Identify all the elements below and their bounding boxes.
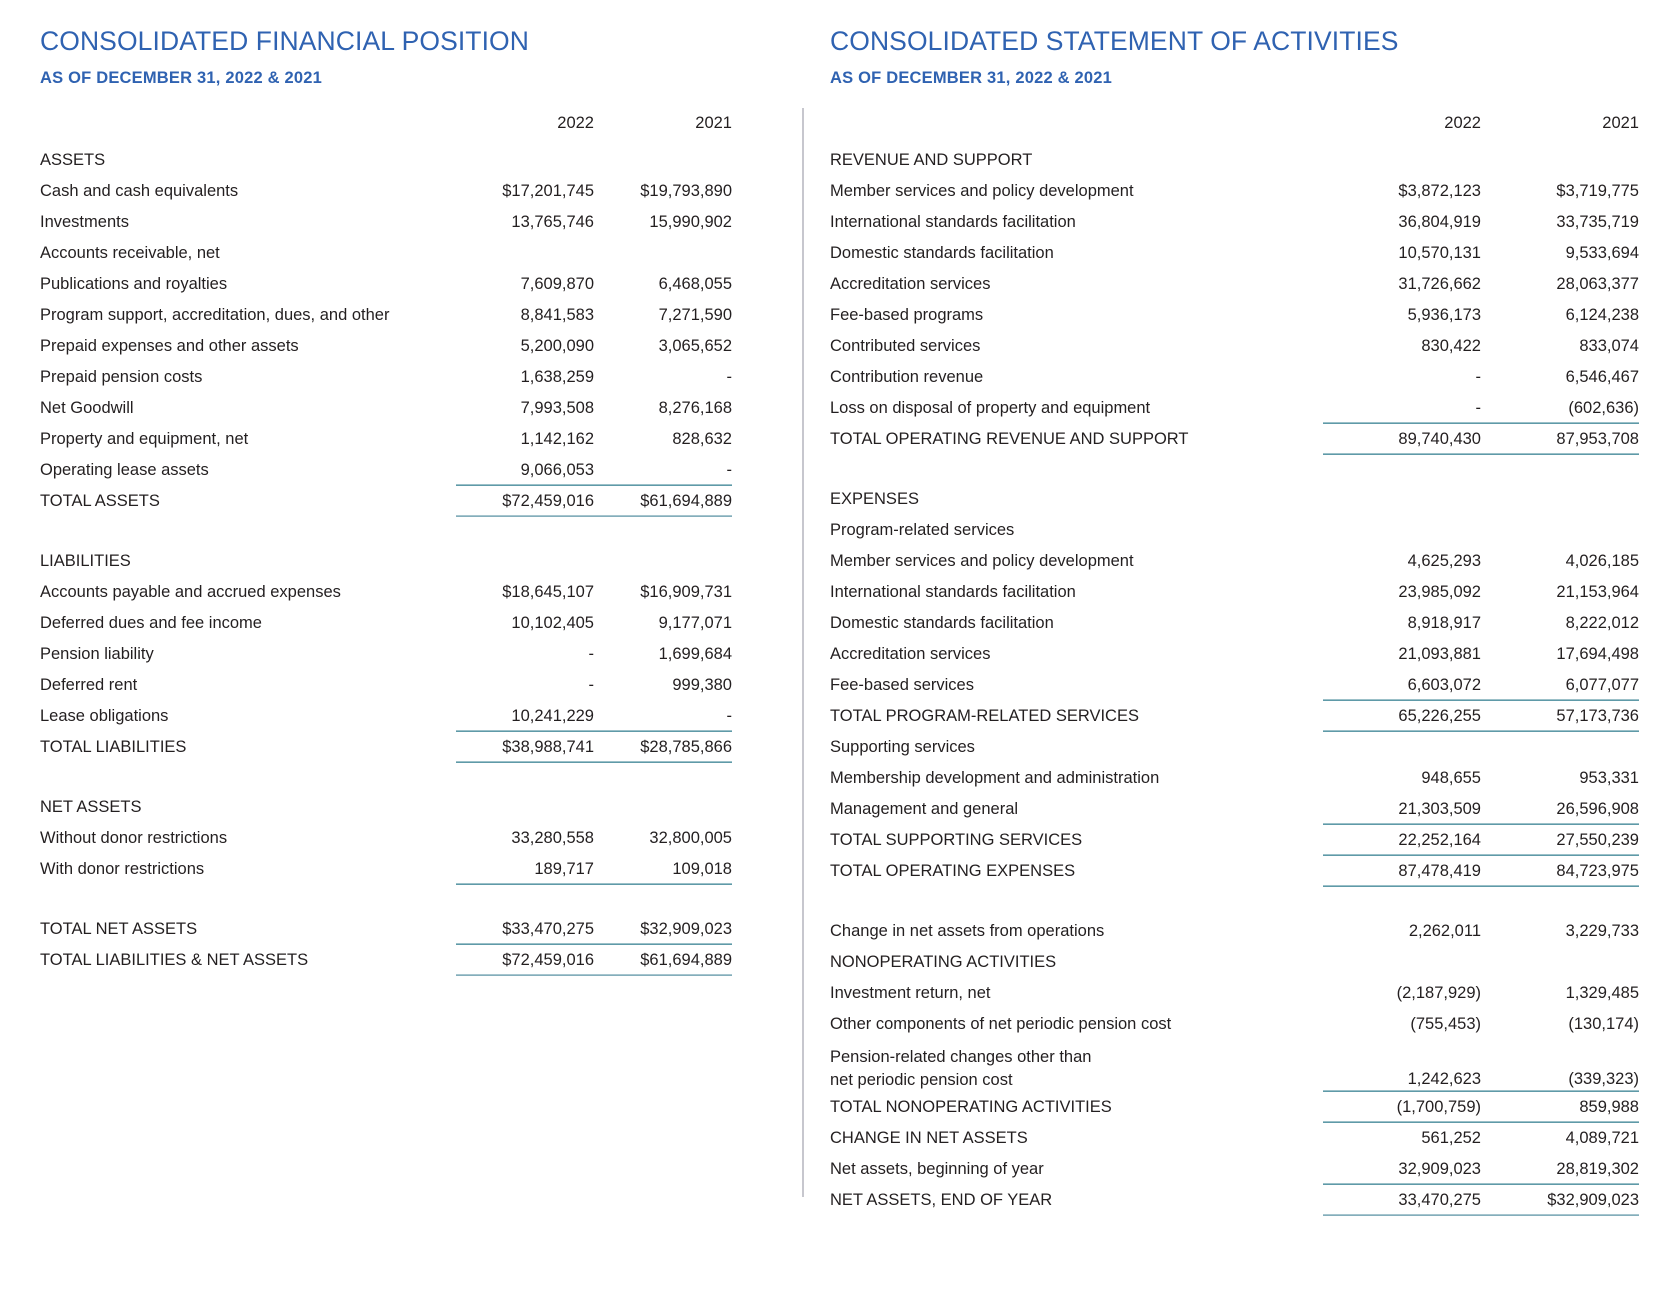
row-label: TOTAL OPERATING REVENUE AND SUPPORT: [830, 430, 1189, 448]
row-value-2022: 4,625,293: [1407, 552, 1481, 570]
row-value-2022: 87,478,419: [1323, 856, 1481, 887]
row-value-2022: 1,142,162: [520, 430, 594, 448]
table-row: [40, 854, 732, 885]
row-value-2021: 3,065,652: [658, 337, 732, 355]
row-value-2021: 3,229,733: [1565, 922, 1639, 940]
row-value-2021: [594, 238, 732, 269]
spacer-row: [830, 887, 1639, 916]
row-value-2022: [1323, 145, 1481, 176]
total-row: [40, 486, 732, 517]
row-value-2022: $18,645,107: [502, 583, 594, 601]
row-value-2022: [1323, 947, 1481, 978]
row-label: Change in net assets from operations: [830, 922, 1105, 940]
row-value-2021: $32,909,023: [1481, 1185, 1639, 1216]
row-value-2021: [1481, 515, 1639, 546]
row-label: Domestic standards facilitation: [830, 614, 1054, 632]
table-row: [40, 424, 732, 455]
row-value-2022: [456, 792, 594, 823]
table-row: [830, 639, 1639, 670]
total-row: [830, 1123, 1639, 1154]
row-value-2022: $72,459,016: [456, 945, 594, 976]
statement-of-activities-table: [830, 108, 1639, 1216]
row-value-2021: 28,063,377: [1556, 275, 1639, 293]
left-statement-subtitle: AS OF DECEMBER 31, 2022 & 2021: [40, 69, 323, 87]
row-label: Fee-based services: [830, 676, 974, 694]
table-row: [830, 331, 1639, 362]
row-value-2021: 87,953,708: [1481, 424, 1639, 455]
row-value-2021: 4,089,721: [1565, 1129, 1639, 1147]
table-row: [40, 362, 732, 393]
row-value-2021: 8,276,168: [658, 399, 732, 417]
row-value-2021: 27,550,239: [1481, 825, 1639, 856]
spacer-row: [830, 455, 1639, 484]
row-label: EXPENSES: [830, 490, 919, 508]
row-label: Operating lease assets: [40, 461, 209, 479]
row-value-2022: 8,918,917: [1407, 614, 1481, 632]
row-value-2021: (130,174): [1568, 1015, 1639, 1033]
row-value-2021: (339,323): [1481, 1040, 1639, 1092]
row-value-2022: [456, 238, 594, 269]
table-row: [830, 1040, 1639, 1092]
table-row: [830, 577, 1639, 608]
row-label: [830, 1040, 1323, 1092]
row-value-2021: 8,222,012: [1565, 614, 1639, 632]
row-label: TOTAL ASSETS: [40, 492, 160, 510]
spacer-cell: [40, 763, 732, 792]
table-row: [830, 608, 1639, 639]
row-label: Publications and royalties: [40, 275, 228, 293]
row-value-2021: $28,785,866: [594, 732, 732, 763]
row-label: TOTAL PROGRAM-RELATED SERVICES: [830, 707, 1139, 725]
row-value-2022: 7,993,508: [520, 399, 594, 417]
row-value-2022: 31,726,662: [1398, 275, 1481, 293]
table-row: [830, 393, 1639, 424]
row-value-2022: 13,765,746: [511, 213, 594, 231]
row-value-2022: (1,700,759): [1323, 1092, 1481, 1123]
row-value-2021: 833,074: [1579, 337, 1639, 355]
row-value-2022: 23,985,092: [1398, 583, 1481, 601]
total-row: [830, 1092, 1639, 1123]
row-value-2021: [1481, 947, 1639, 978]
row-label: NET ASSETS: [40, 798, 142, 816]
row-value-2021: 953,331: [1579, 769, 1639, 787]
table-row: [830, 176, 1639, 207]
row-label: International standards facilitation: [830, 213, 1076, 231]
financial-position-table: [40, 108, 732, 976]
row-value-2021: $19,793,890: [640, 182, 732, 200]
row-label: Net assets, beginning of year: [830, 1160, 1044, 1178]
row-value-2021: 32,800,005: [649, 829, 732, 847]
row-value-2022: 21,093,881: [1398, 645, 1481, 663]
row-label: TOTAL OPERATING EXPENSES: [830, 862, 1076, 880]
table-row: [40, 331, 732, 362]
row-label: Property and equipment, net: [40, 430, 249, 448]
statement-of-activities-table-body: [830, 108, 1639, 1216]
row-value-2022: 32,909,023: [1323, 1154, 1481, 1185]
row-value-2022: (755,453): [1410, 1015, 1481, 1033]
total-row: [830, 856, 1639, 887]
row-label: Contributed services: [830, 337, 981, 355]
row-value-2022: 561,252: [1421, 1129, 1481, 1147]
row-label: TOTAL LIABILITIES & NET ASSETS: [40, 951, 309, 969]
row-value-2021: [1481, 732, 1639, 763]
row-value-2021: [594, 546, 732, 577]
row-label: Deferred dues and fee income: [40, 614, 262, 632]
row-value-2022: [1323, 515, 1481, 546]
spacer-cell: [830, 887, 1639, 916]
row-label: NONOPERATING ACTIVITIES: [830, 953, 1057, 971]
row-value-2022: (2,187,929): [1396, 984, 1481, 1002]
row-value-2021: 6,077,077: [1481, 670, 1639, 701]
table-row: [40, 238, 732, 269]
row-value-2022: $33,470,275: [456, 914, 594, 945]
row-value-2022: 1,638,259: [520, 368, 594, 386]
row-label: Member services and policy development: [830, 182, 1134, 200]
table-row: [830, 300, 1639, 331]
table-row: [830, 1009, 1639, 1040]
row-value-2021: -: [594, 701, 732, 732]
row-value-2021: 859,988: [1481, 1092, 1639, 1123]
row-value-2022: 5,936,173: [1407, 306, 1481, 324]
row-value-2022: -: [1475, 368, 1481, 386]
row-value-2022: $17,201,745: [502, 182, 594, 200]
row-label: Membership development and administration: [830, 769, 1160, 787]
row-value-2022: [456, 145, 594, 176]
row-value-2021: $3,719,775: [1556, 182, 1639, 200]
total-row: [40, 945, 732, 976]
table-row: [40, 670, 732, 701]
row-value-2021: 57,173,736: [1481, 701, 1639, 732]
row-value-2022: 22,252,164: [1323, 825, 1481, 856]
row-label: Prepaid pension costs: [40, 368, 203, 386]
consolidated-statement-of-activities-panel: [790, 0, 1667, 1216]
row-label: Cash and cash equivalents: [40, 182, 239, 200]
row-label: Accreditation services: [830, 645, 991, 663]
row-label: Fee-based programs: [830, 306, 984, 324]
row-value-2022: [1323, 484, 1481, 515]
row-value-2021: -: [726, 368, 732, 386]
row-value-2022: $3,872,123: [1398, 182, 1481, 200]
column-header-year-2021: 2021: [695, 114, 732, 132]
row-value-2022: 7,609,870: [520, 275, 594, 293]
consolidated-financial-position-panel: [0, 0, 760, 976]
section-header-row: [40, 546, 732, 577]
total-row: [830, 424, 1639, 455]
row-value-2021: $16,909,731: [640, 583, 732, 601]
row-value-2021: 4,026,185: [1565, 552, 1639, 570]
row-value-2022: $38,988,741: [456, 732, 594, 763]
table-row: [40, 639, 732, 670]
column-header-row: [830, 108, 1639, 145]
row-value-2021: [594, 145, 732, 176]
spacer-cell: [40, 517, 732, 546]
row-value-2021: 6,124,238: [1565, 306, 1639, 324]
row-value-2022: 9,066,053: [456, 455, 594, 486]
row-value-2022: 89,740,430: [1323, 424, 1481, 455]
row-label: Contribution revenue: [830, 368, 984, 386]
column-header-blank: [40, 108, 456, 145]
total-row: [830, 1185, 1639, 1216]
row-label: TOTAL NONOPERATING ACTIVITIES: [830, 1098, 1112, 1116]
total-row: [830, 825, 1639, 856]
row-value-2022: -: [588, 645, 594, 663]
column-header-blank: [830, 108, 1323, 145]
row-value-2022: 10,570,131: [1398, 244, 1481, 262]
right-statement-subtitle: AS OF DECEMBER 31, 2022 & 2021: [830, 69, 1113, 87]
row-value-2021: 828,632: [672, 430, 732, 448]
row-value-2021: 28,819,302: [1481, 1154, 1639, 1185]
row-label: Loss on disposal of property and equipment: [830, 399, 1151, 417]
financial-position-table-body: [40, 108, 732, 976]
row-value-2022: 21,303,509: [1323, 794, 1481, 825]
row-value-2021: 1,699,684: [658, 645, 732, 663]
row-value-2021: [594, 792, 732, 823]
row-label: NET ASSETS, END OF YEAR: [830, 1191, 1053, 1209]
row-label: Lease obligations: [40, 707, 169, 725]
row-value-2022: 948,655: [1421, 769, 1481, 787]
row-value-2022: $72,459,016: [456, 486, 594, 517]
row-value-2021: 84,723,975: [1481, 856, 1639, 887]
row-value-2022: 6,603,072: [1323, 670, 1481, 701]
row-label: Accounts payable and accrued expenses: [40, 583, 341, 601]
row-value-2022: 10,102,405: [511, 614, 594, 632]
section-header-row: [40, 145, 732, 176]
column-header-year-2022: 2022: [1444, 114, 1481, 132]
table-row: [40, 300, 732, 331]
row-value-2021: 17,694,498: [1556, 645, 1639, 663]
column-header-row: [40, 108, 732, 145]
row-value-2021: $61,694,889: [594, 486, 732, 517]
row-label-line-1: Pension-related changes other than: [830, 1048, 1092, 1066]
table-row: [40, 207, 732, 238]
row-label: Deferred rent: [40, 676, 138, 694]
row-value-2021: 999,380: [672, 676, 732, 694]
table-row: [830, 238, 1639, 269]
spacer-row: [40, 517, 732, 546]
section-header-row: [40, 792, 732, 823]
table-row: [40, 269, 732, 300]
table-row: [40, 455, 732, 486]
left-statement-title: CONSOLIDATED FINANCIAL POSITION: [40, 26, 530, 56]
row-value-2021: $32,909,023: [594, 914, 732, 945]
row-label: ASSETS: [40, 151, 106, 169]
row-label: Investments: [40, 213, 129, 231]
table-row: [830, 546, 1639, 577]
row-value-2022: 1,242,623: [1323, 1040, 1481, 1092]
spacer-row: [40, 763, 732, 792]
row-value-2021: (602,636): [1481, 393, 1639, 424]
table-row: [830, 269, 1639, 300]
spacer-cell: [40, 885, 732, 914]
table-row: [830, 670, 1639, 701]
table-row: [40, 176, 732, 207]
row-label: Supporting services: [830, 738, 975, 756]
section-header-row: [830, 145, 1639, 176]
total-row: [40, 732, 732, 763]
row-value-2022: -: [588, 676, 594, 694]
row-value-2022: 33,470,275: [1323, 1185, 1481, 1216]
column-header-year-2021: 2021: [1602, 114, 1639, 132]
table-row: [830, 978, 1639, 1009]
row-value-2021: $61,694,889: [594, 945, 732, 976]
row-value-2021: 6,546,467: [1565, 368, 1639, 386]
row-label: TOTAL NET ASSETS: [40, 920, 198, 938]
row-value-2021: [1481, 484, 1639, 515]
total-row: [40, 914, 732, 945]
row-label: TOTAL LIABILITIES: [40, 738, 187, 756]
column-header-year-2022: 2022: [557, 114, 594, 132]
row-value-2022: 10,241,229: [456, 701, 594, 732]
row-value-2022: 830,422: [1421, 337, 1481, 355]
row-value-2021: 7,271,590: [658, 306, 732, 324]
row-label: Other components of net periodic pension cost: [830, 1015, 1172, 1033]
table-row: [830, 362, 1639, 393]
row-value-2022: [1323, 732, 1481, 763]
row-value-2022: 2,262,011: [1408, 922, 1481, 940]
table-row: [40, 608, 732, 639]
row-value-2021: 109,018: [594, 854, 732, 885]
row-value-2021: 21,153,964: [1556, 583, 1639, 601]
row-value-2022: 65,226,255: [1323, 701, 1481, 732]
row-label: Member services and policy development: [830, 552, 1134, 570]
section-header-row: [830, 947, 1639, 978]
row-value-2021: 15,990,902: [649, 213, 732, 231]
table-row: [830, 916, 1639, 947]
section-header-row: [830, 484, 1639, 515]
row-label: With donor restrictions: [40, 860, 205, 878]
row-label: TOTAL SUPPORTING SERVICES: [830, 831, 1083, 849]
table-row: [830, 763, 1639, 794]
row-label: Domestic standards facilitation: [830, 244, 1054, 262]
row-label: Prepaid expenses and other assets: [40, 337, 299, 355]
right-statement-title: CONSOLIDATED STATEMENT OF ACTIVITIES: [830, 26, 1399, 56]
table-row: [40, 823, 732, 854]
table-row: [830, 794, 1639, 825]
row-label: International standards facilitation: [830, 583, 1076, 601]
row-label: Without donor restrictions: [40, 829, 228, 847]
row-value-2022: [456, 546, 594, 577]
row-value-2021: 6,468,055: [658, 275, 732, 293]
row-value-2021: -: [594, 455, 732, 486]
row-value-2022: 189,717: [456, 854, 594, 885]
table-row: [40, 577, 732, 608]
table-row: [830, 207, 1639, 238]
row-label: Accreditation services: [830, 275, 991, 293]
row-value-2022: 8,841,583: [520, 306, 594, 324]
row-label: Pension liability: [40, 645, 154, 663]
table-row: [40, 393, 732, 424]
row-value-2021: 9,177,071: [658, 614, 732, 632]
row-label: Program support, accreditation, dues, and other: [40, 306, 390, 324]
row-label: Program-related services: [830, 521, 1015, 539]
row-label: LIABILITIES: [40, 552, 131, 570]
table-row: [830, 732, 1639, 763]
table-row: [40, 701, 732, 732]
spacer-cell: [830, 455, 1639, 484]
row-label: Management and general: [830, 800, 1019, 818]
table-row: [830, 515, 1639, 546]
table-row: [830, 1154, 1639, 1185]
row-label: Investment return, net: [830, 984, 991, 1002]
row-value-2021: [1481, 145, 1639, 176]
row-value-2022: 36,804,919: [1398, 213, 1481, 231]
row-label: Accounts receivable, net: [40, 244, 220, 262]
row-label-line-2: net periodic pension cost: [830, 1071, 1013, 1089]
row-value-2021: 26,596,908: [1481, 794, 1639, 825]
row-value-2022: 5,200,090: [520, 337, 594, 355]
row-value-2021: 33,735,719: [1556, 213, 1639, 231]
row-value-2022: 33,280,558: [511, 829, 594, 847]
row-value-2021: 1,329,485: [1565, 984, 1639, 1002]
row-label: Net Goodwill: [40, 399, 134, 417]
row-value-2022: -: [1323, 393, 1481, 424]
row-value-2021: 9,533,694: [1565, 244, 1639, 262]
total-row: [830, 701, 1639, 732]
row-label: CHANGE IN NET ASSETS: [830, 1129, 1028, 1147]
spacer-row: [40, 885, 732, 914]
row-label: REVENUE AND SUPPORT: [830, 151, 1033, 169]
